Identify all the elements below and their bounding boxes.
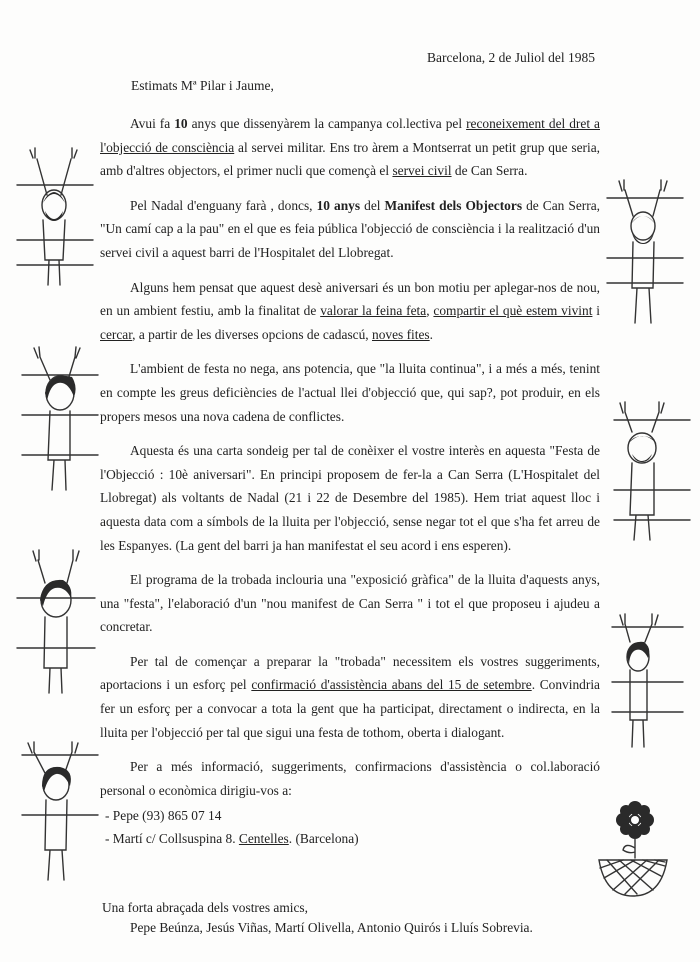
paragraph <box>100 439 600 557</box>
underlined-phrase: noves fites <box>372 326 430 342</box>
closing-line: Una forta abraçada dels vostres amics, <box>102 900 308 915</box>
underlined-phrase: Centelles <box>238 831 289 847</box>
text-run: Avui fa <box>130 116 175 131</box>
prisoner-figure-illustration <box>605 178 685 328</box>
underlined-phrase: servei civil <box>392 163 452 179</box>
paragraph <box>100 112 600 183</box>
underlined-phrase: reconeixement del dret a l'objecció de consciència <box>100 116 600 155</box>
prisoner-figure-illustration <box>20 345 100 495</box>
text-run: . Convindria fer un esforç per a convocar a tota la gent que ha participat, directament o indirecta, en la lluita per l'objecció per tal que sigui una festa de tothom, oberta i dialogant. <box>100 677 600 740</box>
contact-list <box>100 804 600 850</box>
text-run: al servei militar. Ens tro àrem a Montserrat un petit grup que seria, amb d'altres objectors, el primer nucli que començà el <box>100 139 600 179</box>
text-run: Aquesta és una carta sondeig per tal de conèixer el vostre interès en aquesta "Festa de l'Objecció : 10è aniversari". En principi proposem de fer-la a Can Serra (L'Hospitalet del Llobregat) als voltants de Nadal (21 i 22 de Desembre del 1985). Hem triat aquest lloc i aquesta data com a símbols de la lluita per l'objecció, sense negar tot el que s'ha fet arreu de les Espanyes. (La gent del barri ja han manifestat el seu acord i ens esperen). <box>100 443 600 553</box>
text-run: de Can Serra, "Un camí cap a la pau" en el que es feia pública l'objecció de consciència i la realització d'un servei civil a aquest barri de l'Hospitalet del Llobregat. <box>100 197 600 260</box>
signatures: Pepe Beúnza, Jesús Viñas, Martí Olivella, Antonio Quirós i Lluís Sobrevia. <box>130 920 533 935</box>
prisoner-figure-illustration <box>610 612 685 752</box>
paragraph <box>100 568 600 639</box>
underlined-phrase: valorar la feina feta <box>320 303 427 319</box>
contact-item <box>105 804 600 827</box>
text-run: - Pepe (93) 865 07 14 <box>105 808 222 824</box>
underlined-phrase: cercar <box>100 326 133 342</box>
underlined-phrase: confirmació d'assistència abans del 15 de setembre <box>251 677 532 693</box>
text-run: i <box>592 303 601 319</box>
bold-phrase: 10 anys <box>316 197 361 213</box>
text-run: . (Barcelona) <box>288 831 359 847</box>
text-run: Per a més informació, suggeriments, confirmacions d'assistència o col.laboració personal o econòmica dirigiu-vos a: <box>100 759 600 798</box>
text-run: anys que dissenyàrem la campanya col.lectiva pel <box>187 116 467 131</box>
text-run: del <box>360 197 385 213</box>
text-run: . <box>429 326 434 342</box>
paragraph <box>100 755 600 802</box>
text-run: L'ambient de festa no nega, ans potencia, que "la lluita continua", i a més a més, tenint en compte les greus deficiències de l'actual llei d'objecció que, qui sap?, pot produir, en els propers mesos una nova cadena de conflictes. <box>100 361 600 424</box>
underlined-phrase: compartir el què estem vivint <box>433 303 593 319</box>
paragraph <box>100 650 600 744</box>
text-run: Per tal de començar a preparar la "trobada" necessitem els vostres suggeriments, aportacions i un esforç pel <box>100 653 600 693</box>
letter-body <box>100 112 600 854</box>
bold-phrase: 10 <box>174 116 188 131</box>
text-run: de Can Serra. <box>451 163 528 179</box>
prisoner-figure-illustration <box>612 400 692 545</box>
prisoner-figure-illustration <box>15 145 95 290</box>
prisoner-figure-illustration <box>15 548 100 698</box>
text-run: El programa de la trobada inclouria una "exposició gràfica" de la lluita d'aquests anys, una "festa", l'elaboració d'un "nou manifest de Can Serra " i tot el que proposeu i ajudeu a concretar. <box>100 572 600 635</box>
text-run: , a partir de les diverses opcions de cadascú, <box>132 326 372 342</box>
paragraph <box>100 357 600 428</box>
text-run: Pel Nadal d'enguany farà , doncs, <box>130 197 317 213</box>
flower-basket-illustration <box>595 800 670 900</box>
letter-date: Barcelona, 2 de Juliol del 1985 <box>427 50 595 65</box>
paragraph <box>100 276 600 347</box>
text-run: - Martí c/ Collsuspina 8. <box>105 831 239 847</box>
salutation: Estimats Mª Pilar i Jaume, <box>131 78 274 93</box>
paragraph <box>100 194 600 265</box>
text-run: Alguns hem pensat que aquest desè aniversari és un bon motiu per aplegar-nos de nou, en un ambient festiu, amb la finalitat de <box>100 279 600 319</box>
bold-phrase: Manifest dels Objectors <box>384 197 523 213</box>
text-run: , <box>426 303 434 319</box>
prisoner-figure-illustration <box>20 740 100 885</box>
contact-item <box>105 827 600 850</box>
